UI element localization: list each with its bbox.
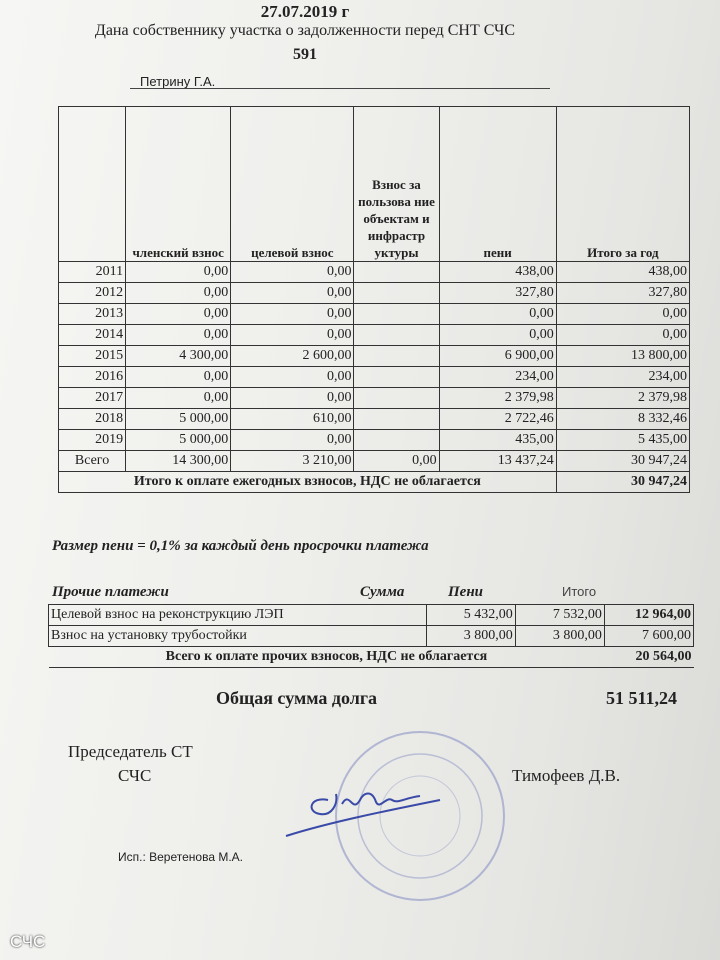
other-payment-peni: 3 800,00 (515, 626, 604, 647)
header-year-total: Итого за год (556, 107, 689, 262)
total-label: Всего (59, 451, 126, 472)
year-total-cell: 8 332,46 (556, 409, 689, 430)
member-fee-cell: 5 000,00 (126, 409, 231, 430)
infra-fee-cell (354, 304, 439, 325)
other-payments-table (48, 604, 694, 668)
member-fee-cell: 0,00 (126, 325, 231, 346)
year-row (59, 430, 690, 451)
infra-fee-cell (354, 367, 439, 388)
other-sum-value: 20 564,00 (604, 647, 693, 668)
debt-table (58, 106, 690, 493)
annual-payable-value: 30 947,24 (556, 472, 689, 493)
other-payment-peni: 7 532,00 (515, 605, 604, 626)
peni-cell: 327,80 (439, 283, 556, 304)
target-fee-cell: 0,00 (231, 367, 354, 388)
infra-fee-cell (354, 388, 439, 409)
year-row (59, 388, 690, 409)
chairman-title-line2: СЧС (118, 766, 152, 785)
infra-fee-cell (354, 262, 439, 283)
chairman-name: Тимофеев Д.В. (512, 766, 621, 785)
target-fee-cell: 0,00 (231, 262, 354, 283)
year-cell: 2019 (59, 430, 126, 451)
peni-cell: 435,00 (439, 430, 556, 451)
annual-payable-row (59, 472, 690, 493)
year-cell: 2011 (59, 262, 126, 283)
owner-name: Петрину Г.А. (140, 74, 216, 89)
document-date: 27.07.2019 г (260, 2, 350, 21)
year-cell: 2013 (59, 304, 126, 325)
year-cell: 2018 (59, 409, 126, 430)
other-col-sum: Сумма (360, 584, 405, 600)
year-row (59, 409, 690, 430)
header-year (59, 107, 126, 262)
member-fee-cell: 4 300,00 (126, 346, 231, 367)
watermark-label: СЧС (10, 932, 46, 951)
infra-fee-cell (354, 346, 439, 367)
other-col-peni: Пени (448, 584, 483, 600)
target-fee-cell: 0,00 (231, 388, 354, 409)
member-fee-cell: 5 000,00 (126, 430, 231, 451)
other-sum-row (49, 647, 694, 668)
year-total-cell: 234,00 (556, 367, 689, 388)
year-total-cell: 13 800,00 (556, 346, 689, 367)
year-row (59, 346, 690, 367)
other-sum-label: Всего к оплате прочих взносов, НДС не облагается (49, 647, 605, 668)
peni-cell: 2 722,46 (439, 409, 556, 430)
target-fee-cell: 610,00 (231, 409, 354, 430)
member-fee-cell: 0,00 (126, 283, 231, 304)
other-payments-title: Прочие платежи (52, 584, 169, 600)
year-cell: 2016 (59, 367, 126, 388)
year-total-cell: 438,00 (556, 262, 689, 283)
member-fee-cell: 0,00 (126, 262, 231, 283)
year-total-cell: 327,80 (556, 283, 689, 304)
total-member: 14 300,00 (126, 451, 231, 472)
other-payment-row (49, 605, 694, 626)
year-row (59, 325, 690, 346)
all-years-total-row (59, 451, 690, 472)
grand-total-label: Общая сумма долга (216, 688, 377, 708)
plot-number: 591 (293, 46, 317, 63)
other-payment-label: Взнос на установку трубостойки (49, 626, 427, 647)
handwritten-signature (280, 770, 460, 840)
total-sum: 30 947,24 (556, 451, 689, 472)
year-cell: 2017 (59, 388, 126, 409)
peni-cell: 2 379,98 (439, 388, 556, 409)
header-target-fee: целевой взнос (231, 107, 354, 262)
document-title: Дана собственнику участка о задолженности перед СНТ СЧС (94, 22, 516, 39)
year-row (59, 283, 690, 304)
year-total-cell: 2 379,98 (556, 388, 689, 409)
total-peni: 13 437,24 (439, 451, 556, 472)
year-total-cell: 0,00 (556, 304, 689, 325)
infra-fee-cell (354, 430, 439, 451)
grand-total-value: 51 511,24 (606, 688, 678, 708)
target-fee-cell: 0,00 (231, 430, 354, 451)
other-payment-row (49, 626, 694, 647)
debt-table-header (59, 107, 690, 262)
other-payment-total: 7 600,00 (604, 626, 693, 647)
year-cell: 2014 (59, 325, 126, 346)
target-fee-cell: 0,00 (231, 304, 354, 325)
header-peni: пени (439, 107, 556, 262)
year-row (59, 304, 690, 325)
chairman-title-line1: Председатель СТ (68, 742, 193, 761)
header-member-fee: членский взнос (126, 107, 231, 262)
peni-cell: 0,00 (439, 304, 556, 325)
target-fee-cell: 2 600,00 (231, 346, 354, 367)
year-total-cell: 0,00 (556, 325, 689, 346)
total-infra: 0,00 (354, 451, 439, 472)
infra-fee-cell (354, 325, 439, 346)
other-payment-total: 12 964,00 (604, 605, 693, 626)
other-payment-sum: 3 800,00 (426, 626, 515, 647)
annual-payable-label: Итого к оплате ежегодных взносов, НДС не облагается (59, 472, 557, 493)
peni-note: Размер пени = 0,1% за каждый день просрочки платежа (52, 538, 429, 554)
peni-cell: 6 900,00 (439, 346, 556, 367)
target-fee-cell: 0,00 (231, 283, 354, 304)
year-cell: 2015 (59, 346, 126, 367)
executor: Исп.: Веретенова М.А. (118, 850, 244, 864)
year-cell: 2012 (59, 283, 126, 304)
member-fee-cell: 0,00 (126, 367, 231, 388)
peni-cell: 234,00 (439, 367, 556, 388)
year-total-cell: 5 435,00 (556, 430, 689, 451)
other-col-total: Итого (562, 584, 597, 599)
member-fee-cell: 0,00 (126, 304, 231, 325)
total-target: 3 210,00 (231, 451, 354, 472)
year-row (59, 262, 690, 283)
owner-underline (130, 88, 550, 89)
other-payment-sum: 5 432,00 (426, 605, 515, 626)
year-row (59, 367, 690, 388)
infra-fee-cell (354, 409, 439, 430)
target-fee-cell: 0,00 (231, 325, 354, 346)
other-payment-label: Целевой взнос на реконструкцию ЛЭП (49, 605, 427, 626)
member-fee-cell: 0,00 (126, 388, 231, 409)
header-infra-fee: Взнос за пользова ние объектам и инфрастр уктуры (354, 107, 439, 262)
peni-cell: 438,00 (439, 262, 556, 283)
infra-fee-cell (354, 283, 439, 304)
peni-cell: 0,00 (439, 325, 556, 346)
